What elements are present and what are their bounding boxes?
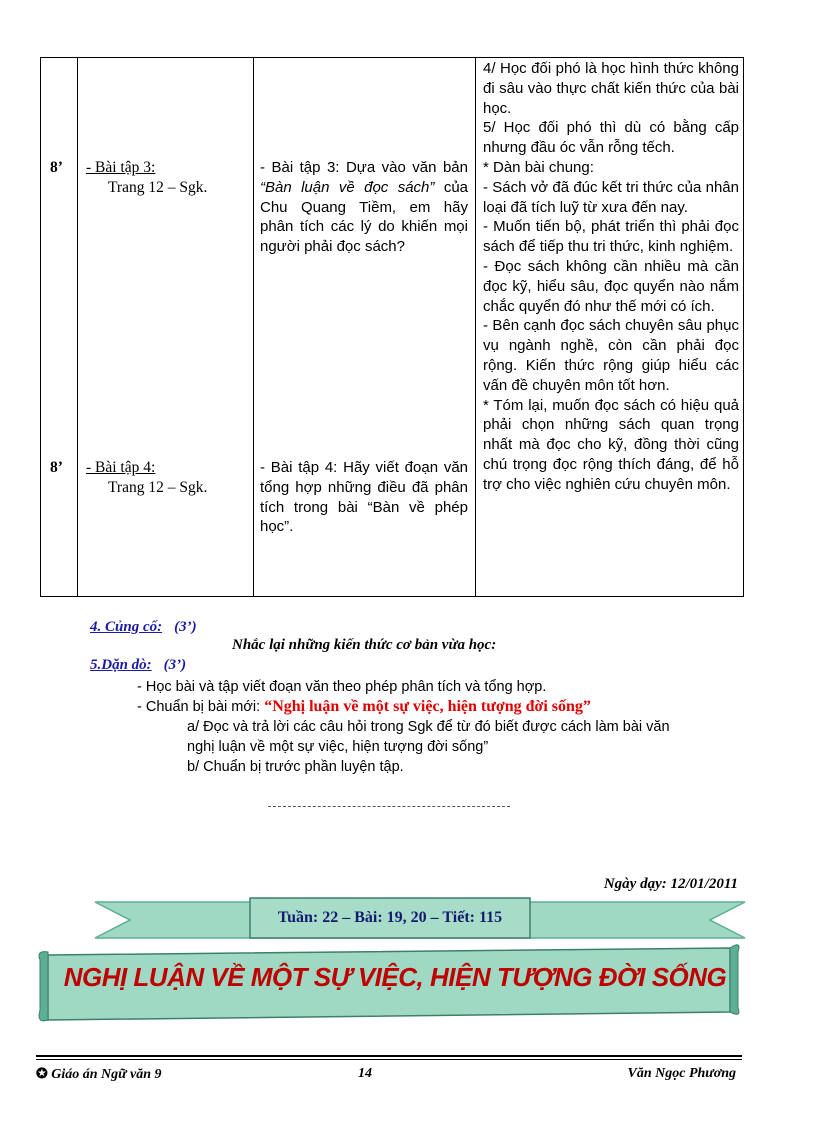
footer-rule [36,1059,742,1060]
page-number: 14 [358,1066,372,1081]
answer-item: 4/ Học đối phó là học hình thức không đi sâu vào thực chất kiến thức của bài học. [483,60,739,117]
homework-sub-a: a/ Đọc và trả lời các câu hỏi trong Sgk để từ đó biết được cách làm bài văn [187,719,670,735]
bullet-icon: ✪ [36,1067,48,1082]
scroll-right-curl [730,945,739,1014]
exercise-source: Trang 12 – Sgk. [108,179,208,196]
exercise-label: - Bài tập 3: [86,159,156,176]
week-label: Tuần: 22 – Bài: 19, 20 – Tiết: 115 [277,909,503,926]
question-prefix: - Bài tập 4: Hãy viết đoạn văn tổng hợp những điều đã phân tích trong bài “Bàn về phép học”. [260,459,468,536]
answer-item: - Đọc sách không cần nhiều mà cần đọc kỹ, hiểu sâu, đọc quyển nào nắm chắc quyển đó như thế mới có ích. [483,257,739,315]
homework-prefix: - Chuẩn bị bài mới: [137,699,261,715]
question-title: “Bàn luận về đọc sách” [260,178,435,196]
footer-rule [36,1055,742,1057]
lesson-title: NGHỊ LUẬN VỀ MỘT SỰ VIỆC, HIỆN TƯỢNG ĐỜI SỐNG [63,962,727,992]
homework-label: 5.Dặn dò: [90,657,152,673]
answer-item: - Bên cạnh đọc sách chuyên sâu phục vụ ngành nghề, còn cần phải đọc rộng. Kiến thức rộng giúp hiểu các vấn đề chuyên môn tốt hơn. [483,317,739,394]
row-time: 8’ [50,459,63,476]
consolidation-text: Nhắc lại những kiến thức cơ bản vừa học: [232,637,497,653]
homework-time: (3’) [163,657,187,673]
teaching-date: Ngày dạy: 12/01/2011 [603,876,738,892]
question-prefix: - Bài tập 3: Dựa vào văn bản [260,159,468,176]
homework-item: - Học bài và tập viết đoạn văn theo phép phân tích và tổng hợp. [137,679,547,695]
homework-sub-b: b/ Chuẩn bị trước phần luyện tập. [187,759,404,775]
answer-item: * Dàn bài chung: [483,158,594,176]
row-time: 8’ [50,159,63,176]
answer-item: * Tóm lại, muốn đọc sách có hiệu quả phải chọn những sách quan trọng nhất mà đọc cho kỹ, đồng thời cũng chú trọng đọc rộng thích đáng, để hỗ trợ cho việc nghiên cứu chuyên môn. [483,396,739,493]
consolidation-time: (3’) [174,619,197,635]
question-rest: của Chu Quang Tiềm, em hãy phân tích các lý do khiến mọi người phải đọc sách? [260,178,469,256]
scroll-left-curl [39,952,48,1021]
footer-left [36,1066,162,1083]
answer-item: - Sách vở đã đúc kết tri thức của nhân loại đã tích luỹ từ xưa đến nay. [483,178,739,216]
footer-author: Văn Ngọc Phương [627,1066,736,1081]
exercise-source: Trang 12 – Sgk. [108,479,208,496]
homework-sub-a-cont: nghị luận về một sự việc, hiện tượng đời sống” [187,739,489,755]
answer-item: - Muốn tiến bộ, phát triển thì phải đọc sách để tiếp thu tri thức, kinh nghiệm. [483,218,739,256]
answer-item: 5/ Học đối phó thì dù có bằng cấp nhưng đầu óc vẫn rỗng tếch. [483,119,739,157]
exercise-label: - Bài tập 4: [86,459,156,476]
new-lesson-title: “Nghị luận về một sự việc, hiện tượng đời sống” [264,698,591,715]
consolidation-label: 4. Củng cố: [90,619,163,635]
footer-course: Giáo án Ngữ văn 9 [51,1067,162,1082]
